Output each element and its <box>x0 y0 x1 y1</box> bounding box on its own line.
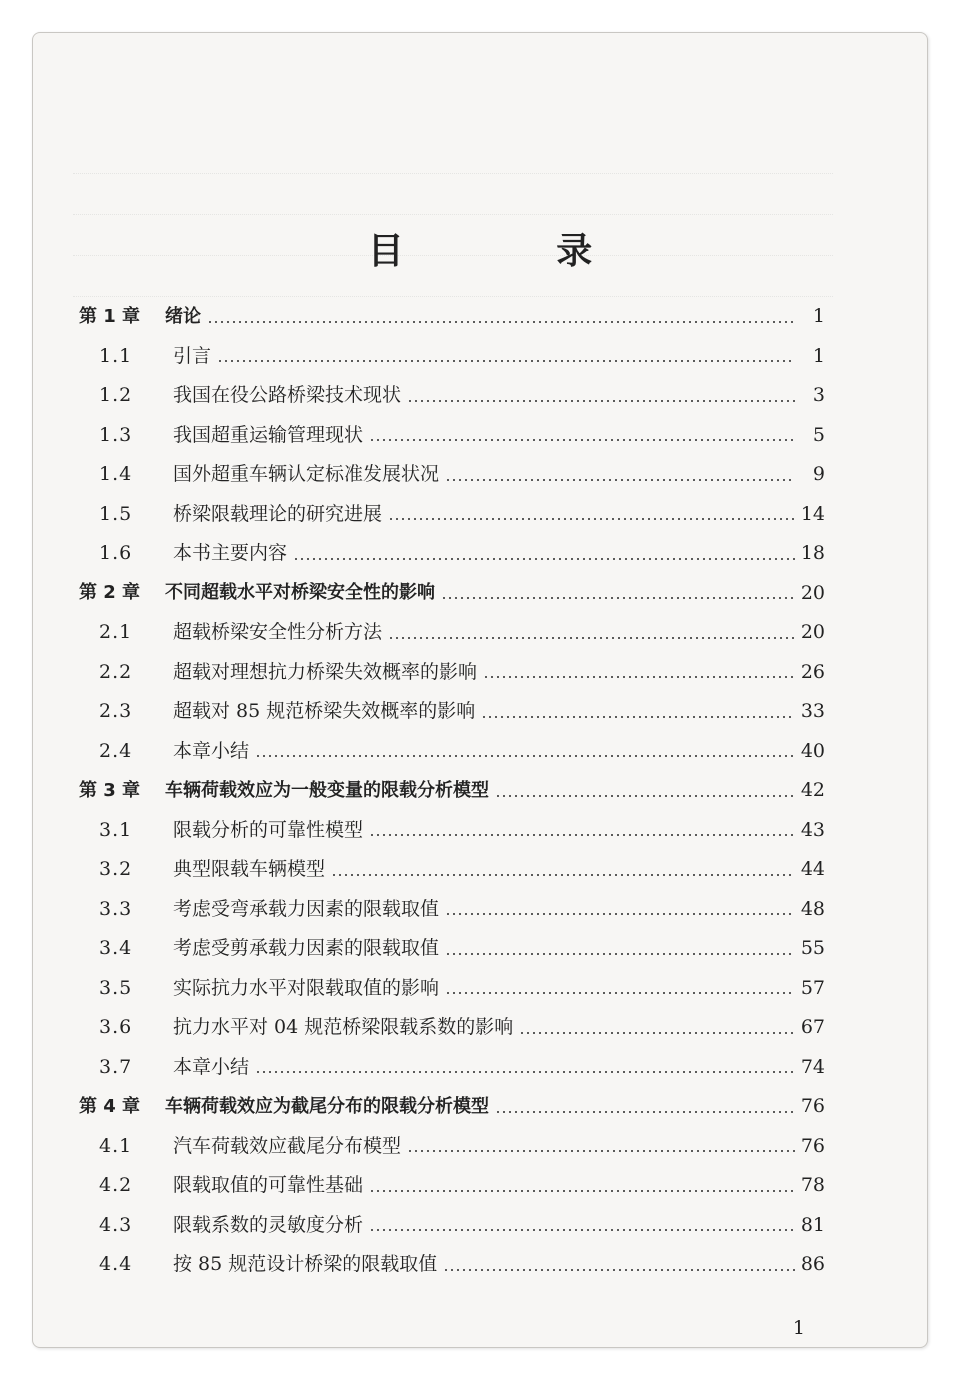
entry-title: 超载桥梁安全性分析方法 <box>173 621 383 644</box>
entry-page-number: 14 <box>800 502 825 525</box>
entry-number: 1.5 <box>99 502 133 525</box>
entry-title: 超载对 85 规范桥梁失效概率的影响 <box>173 700 476 723</box>
leader-dots <box>407 1150 795 1152</box>
leader-dots <box>495 1111 795 1113</box>
toc-section-entry <box>79 455 825 495</box>
toc-section-entry <box>79 416 825 456</box>
page-number: 1 <box>792 1317 805 1339</box>
entry-page-number: 44 <box>800 858 825 881</box>
entry-page-number: 74 <box>800 1055 825 1078</box>
entry-title: 按 85 规范设计桥梁的限载取值 <box>173 1253 438 1276</box>
entry-page-number: 76 <box>800 1134 825 1157</box>
entry-number: 4.2 <box>99 1174 133 1197</box>
leader-dots <box>481 716 795 718</box>
entry-page-number: 86 <box>800 1253 825 1276</box>
entry-page-number: 33 <box>800 700 825 723</box>
entry-title: 实际抗力水平对限载取值的影响 <box>173 976 440 999</box>
entry-title: 车辆荷载效应为一般变量的限载分析模型 <box>165 779 489 801</box>
entry-number: 1.3 <box>99 423 133 446</box>
leader-dots <box>369 1229 795 1231</box>
toc-section-entry <box>79 1206 825 1246</box>
entry-page-number: 67 <box>800 1016 825 1039</box>
entry-title: 本章小结 <box>173 1055 250 1078</box>
entry-title: 我国超重运输管理现状 <box>173 423 364 446</box>
entry-page-number: 3 <box>812 384 825 407</box>
toc-section-entry <box>79 732 825 772</box>
toc-section-entry <box>79 969 825 1009</box>
entry-page-number: 26 <box>800 660 825 683</box>
toc-section-entry <box>79 1245 825 1285</box>
leader-dots <box>443 1269 795 1271</box>
toc-section-entry <box>79 1008 825 1048</box>
table-of-contents <box>79 297 825 1285</box>
toc-section-entry <box>79 613 825 653</box>
entry-title: 引言 <box>173 344 212 367</box>
entry-number: 3.5 <box>99 976 133 999</box>
toc-section-entry <box>79 890 825 930</box>
entry-page-number: 78 <box>800 1174 825 1197</box>
entry-page-number: 43 <box>800 818 825 841</box>
entry-number: 2.4 <box>99 739 133 762</box>
leader-dots <box>445 913 795 915</box>
entry-title: 抗力水平对 04 规范桥梁限载系数的影响 <box>173 1016 514 1039</box>
leader-dots <box>445 992 795 994</box>
entry-title: 桥梁限载理论的研究进展 <box>173 502 383 525</box>
entry-number: 第 1 章 <box>79 305 141 327</box>
leader-dots <box>369 439 795 441</box>
entry-title: 不同超载水平对桥梁安全性的影响 <box>165 582 435 604</box>
entry-number: 第 4 章 <box>79 1095 141 1117</box>
toc-section-entry <box>79 1048 825 1088</box>
toc-section-entry <box>79 495 825 535</box>
entry-page-number: 81 <box>800 1213 825 1236</box>
entry-number: 3.6 <box>99 1016 133 1039</box>
toc-section-entry <box>79 1127 825 1167</box>
entry-page-number: 48 <box>800 897 825 920</box>
toc-section-entry <box>79 376 825 416</box>
entry-page-number: 1 <box>812 344 825 367</box>
toc-chapter-entry <box>79 574 825 614</box>
entry-number: 1.1 <box>99 344 133 367</box>
entry-page-number: 20 <box>800 581 825 604</box>
entry-number: 2.1 <box>99 621 133 644</box>
leader-dots <box>369 834 795 836</box>
leader-dots <box>217 360 795 362</box>
leader-dots <box>369 1190 795 1192</box>
entry-title: 车辆荷载效应为截尾分布的限载分析模型 <box>165 1095 489 1117</box>
entry-title: 超载对理想抗力桥梁失效概率的影响 <box>173 660 478 683</box>
leader-dots <box>331 874 795 876</box>
toc-section-entry <box>79 692 825 732</box>
entry-number: 1.4 <box>99 463 133 486</box>
entry-title: 我国在役公路桥梁技术现状 <box>173 384 402 407</box>
entry-number: 4.1 <box>99 1134 133 1157</box>
entry-page-number: 20 <box>800 621 825 644</box>
leader-dots <box>445 479 795 481</box>
entry-number: 3.4 <box>99 937 133 960</box>
entry-title: 限载取值的可靠性基础 <box>173 1174 364 1197</box>
entry-number: 4.3 <box>99 1213 133 1236</box>
entry-title: 绪论 <box>165 305 201 327</box>
toc-chapter-entry <box>79 297 825 337</box>
toc-section-entry <box>79 534 825 574</box>
toc-chapter-entry <box>79 771 825 811</box>
entry-number: 3.3 <box>99 897 133 920</box>
entry-page-number: 1 <box>812 305 825 328</box>
entry-number: 2.2 <box>99 660 133 683</box>
entry-title: 限载分析的可靠性模型 <box>173 818 364 841</box>
leader-dots <box>293 558 795 560</box>
toc-section-entry <box>79 929 825 969</box>
leader-dots <box>255 1071 795 1073</box>
book-page <box>32 32 928 1348</box>
entry-title: 国外超重车辆认定标准发展状况 <box>173 463 440 486</box>
leader-dots <box>519 1032 795 1034</box>
entry-title: 限载系数的灵敏度分析 <box>173 1213 364 1236</box>
toc-section-entry <box>79 811 825 851</box>
entry-number: 3.2 <box>99 858 133 881</box>
leader-dots <box>207 321 795 323</box>
leader-dots <box>445 953 795 955</box>
leader-dots <box>483 676 795 678</box>
entry-page-number: 76 <box>800 1095 825 1118</box>
entry-number: 3.7 <box>99 1055 133 1078</box>
entry-title: 汽车荷载效应截尾分布模型 <box>173 1134 402 1157</box>
entry-page-number: 40 <box>800 739 825 762</box>
toc-section-entry <box>79 337 825 377</box>
entry-number: 1.6 <box>99 542 133 565</box>
entry-title: 考虑受弯承载力因素的限载取值 <box>173 897 440 920</box>
leader-dots <box>388 518 795 520</box>
toc-chapter-entry <box>79 1087 825 1127</box>
entry-number: 2.3 <box>99 700 133 723</box>
entry-title: 典型限载车辆模型 <box>173 858 326 881</box>
entry-number: 1.2 <box>99 384 133 407</box>
leader-dots <box>441 597 795 599</box>
leader-dots <box>407 400 795 402</box>
entry-title: 考虑受剪承载力因素的限载取值 <box>173 937 440 960</box>
toc-section-entry <box>79 653 825 693</box>
entry-title: 本书主要内容 <box>173 542 288 565</box>
entry-page-number: 5 <box>812 423 825 446</box>
page-title: 目 录 <box>367 231 663 272</box>
entry-number: 第 3 章 <box>79 779 141 801</box>
entry-number: 4.4 <box>99 1253 133 1276</box>
entry-page-number: 9 <box>812 463 825 486</box>
leader-dots <box>255 755 795 757</box>
entry-number: 第 2 章 <box>79 582 141 604</box>
entry-page-number: 42 <box>800 779 825 802</box>
entry-page-number: 57 <box>800 976 825 999</box>
entry-number: 3.1 <box>99 818 133 841</box>
toc-section-entry <box>79 850 825 890</box>
leader-dots <box>388 637 795 639</box>
entry-title: 本章小结 <box>173 739 250 762</box>
leader-dots <box>495 795 795 797</box>
entry-page-number: 55 <box>800 937 825 960</box>
toc-section-entry <box>79 1166 825 1206</box>
entry-page-number: 18 <box>800 542 825 565</box>
